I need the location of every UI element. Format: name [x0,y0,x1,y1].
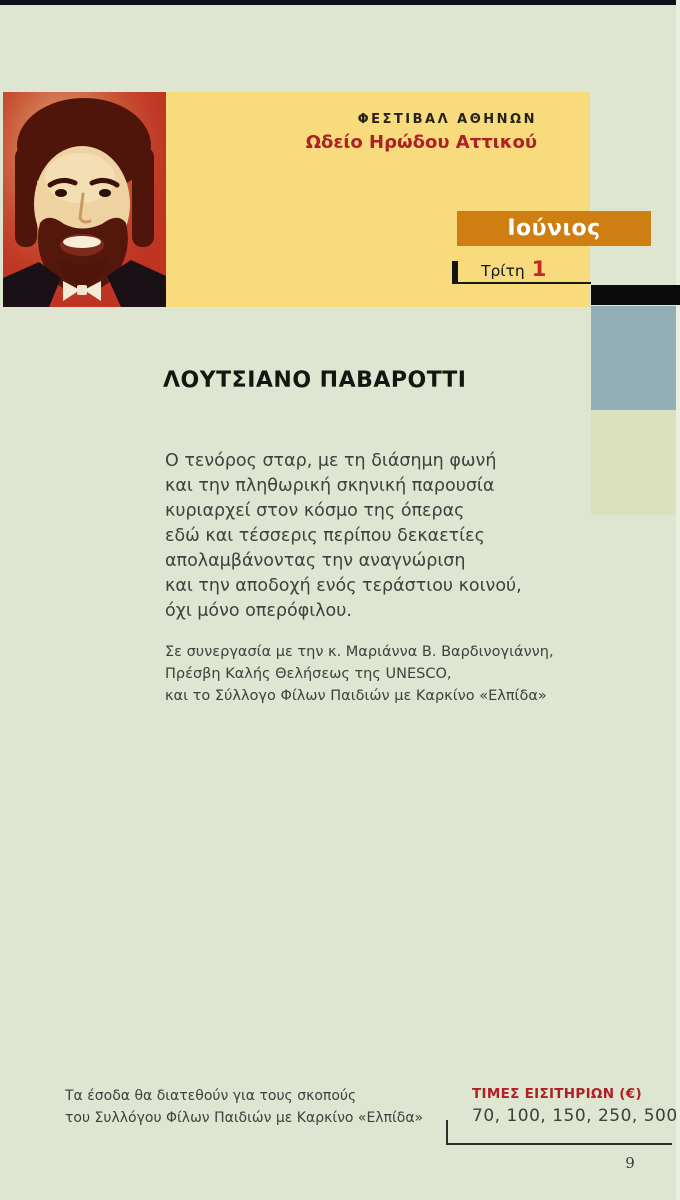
collaboration-note [165,641,595,707]
date-row [481,257,546,283]
prices-bracket-horizontal [446,1143,672,1145]
festival-name: ΦΕΣΤΙΒΑΛ ΑΘΗΝΩΝ [357,112,537,127]
description-line: εδώ και τέσσερις περίπου δεκαετίες [165,526,485,546]
venue-name: Ωδείο Ηρώδου Αττικού [305,132,537,153]
proceeds-note [65,1085,445,1129]
description-line: απολαμβάνοντας την αναγνώριση [165,551,466,571]
day-number: 1 [531,257,547,281]
collaboration-line: Σε συνεργασία με την κ. Μαριάννα Β. Βαρδινογιάννη, [165,644,554,660]
artist-description [165,449,585,624]
page-right-edge [676,0,680,1200]
olive-accent-block [591,410,676,515]
month-banner: Ιούνιος [457,211,651,246]
date-underline [452,282,591,284]
proceeds-line: Τα έσοδα θα διατεθούν για τους σκοπούς [65,1088,357,1104]
proceeds-line: του Συλλόγου Φίλων Παιδιών με Καρκίνο «Ελπίδα» [65,1110,424,1126]
pavarotti-portrait-icon [3,92,166,307]
description-line: όχι μόνο οπερόφιλου. [165,601,352,621]
day-name: Τρίτη [481,262,525,280]
ticket-prices-label: ΤΙΜΕΣ ΕΙΣΙΤΗΡΙΩΝ (€) [472,1086,642,1102]
artist-title: ΛΟΥΤΣΙΑΝΟ ΠΑΒΑΡΟΤΤΙ [163,368,467,393]
collaboration-line: και το Σύλλογο Φίλων Παιδιών με Καρκίνο «Ελπίδα» [165,688,547,704]
description-line: και την αποδοχή ενός τεράστιου κοινού, [165,576,522,596]
blue-accent-block [591,306,676,410]
prices-bracket-vertical [446,1120,448,1145]
pavarotti-photo [3,92,166,307]
day-tick-mark [452,261,458,284]
header-text [250,112,537,154]
black-accent-bar [591,285,680,305]
description-line: και την πληθωρική σκηνική παρουσία [165,476,495,496]
page-number: 9 [625,1154,635,1172]
top-edge-bar [0,0,680,5]
ticket-prices-values: 70, 100, 150, 250, 500 [472,1106,678,1126]
description-line: Ο τενόρος σταρ, με τη διάσημη φωνή [165,451,497,471]
collaboration-line: Πρέσβη Καλής Θελήσεως της UNESCO, [165,666,452,682]
description-line: κυριαρχεί στον κόσμο της όπερας [165,501,465,521]
